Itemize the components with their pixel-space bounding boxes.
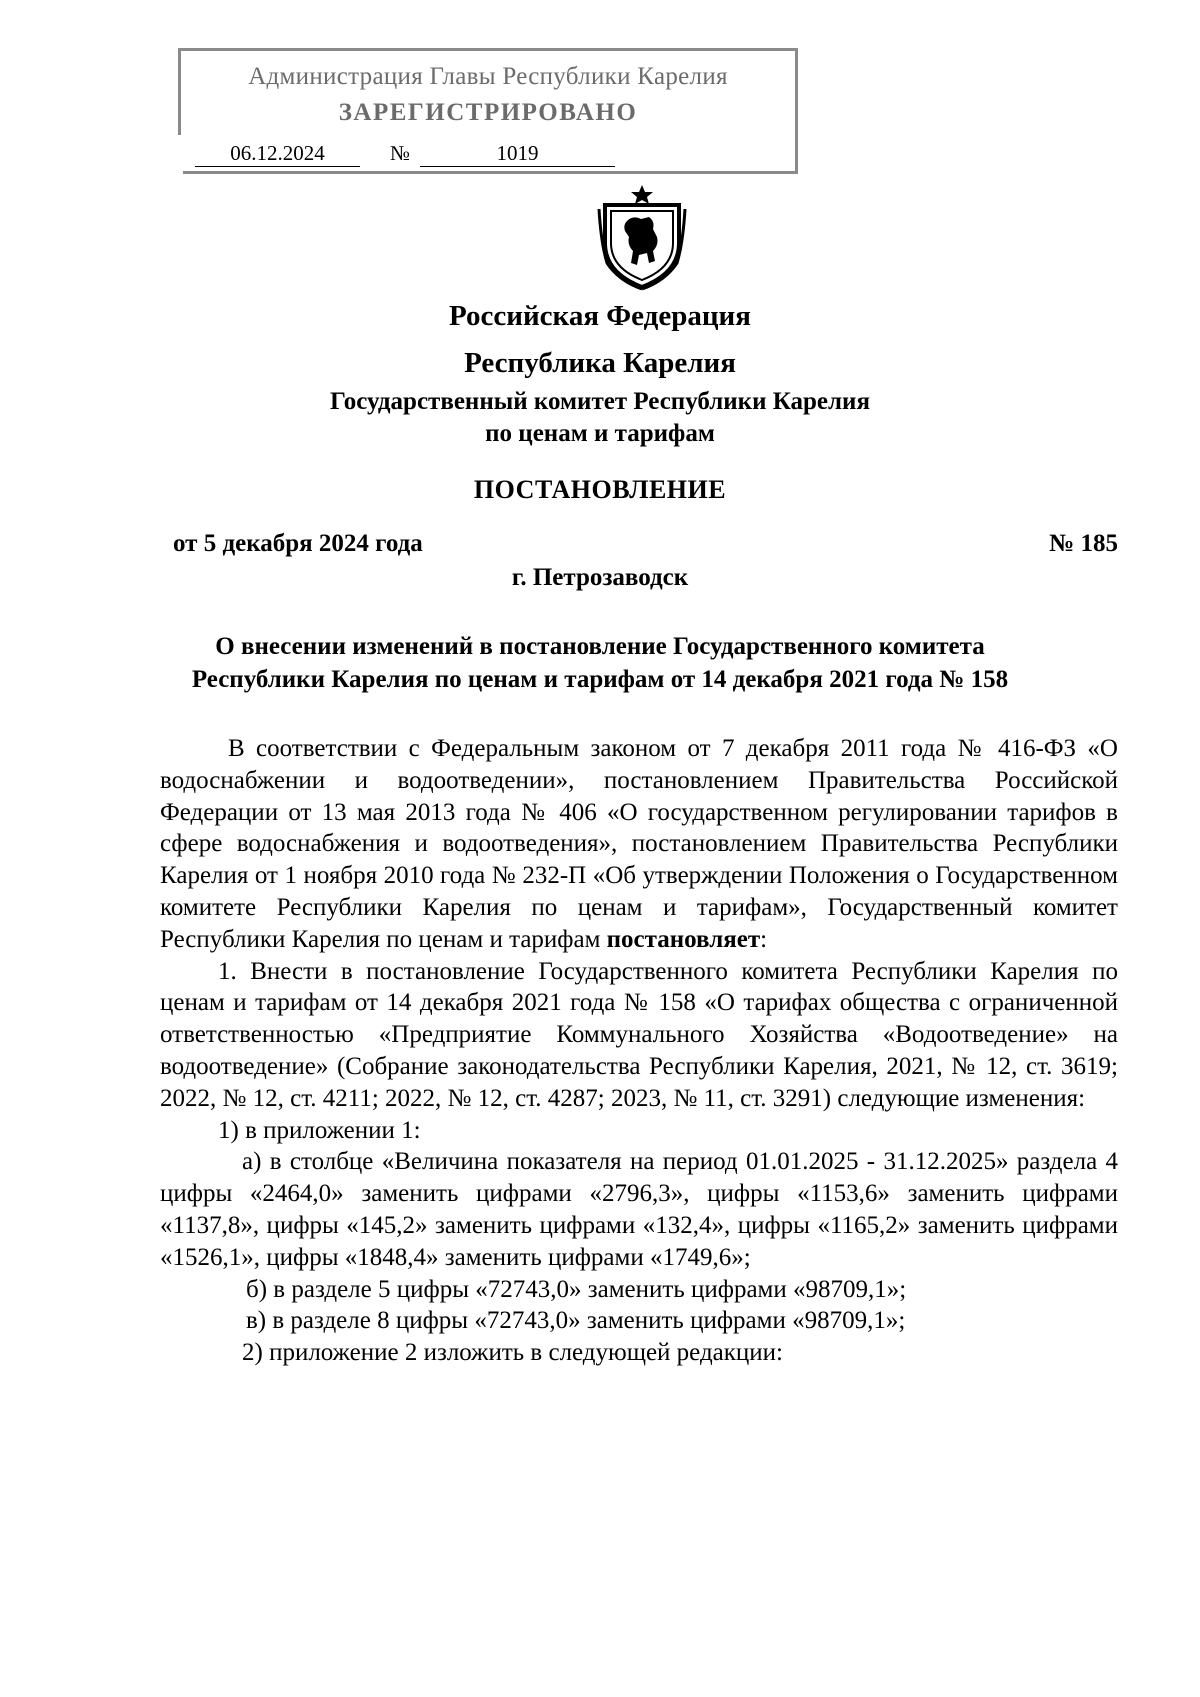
stamp-registration-line bbox=[195, 141, 775, 169]
subitem-1b: б) в разделе 5 цифры «72743,0» заменить цифрами «98709,1»; bbox=[246, 1275, 907, 1303]
preamble-bold: постановляет bbox=[606, 925, 761, 953]
doc-title-line1: О внесении изменений в постановление Государственного комитета bbox=[215, 633, 985, 660]
subitem-1a: а) в столбце «Величина показателя на период 01.01.2025 - 31.12.2025» раздела 4 цифры «2464,0» заменить цифрами «2796,3», цифры «1153,6» заменить цифрами «1137,8», цифры «145,2» заменить цифрами «132,4», цифры «1165,2» заменить цифрами «1526,1», цифры «1848,4» заменить цифрами «1749,6»; bbox=[160, 1148, 1118, 1271]
doc-title-line2: Республики Карелия по ценам и тарифам от 14 декабря 2021 года № 158 bbox=[191, 666, 1009, 693]
preamble-paragraph bbox=[160, 733, 1118, 956]
doc-title bbox=[0, 630, 1200, 696]
preamble-text: В соответствии с Федеральным законом от 7 декабря 2011 года № 416-ФЗ «О водоснабжении и водоотведении», постановлением Правительства Российской Федерации от 13 мая 2013 года № 406 «О государственном регулировании тарифов в сфере водоснабжения и водоотведения», постановлением Правительства Республики Карелия от 1 ноября 2010 года № 232-П «Об утверждении Положения о Государственном комитете Республики Карелия по ценам и тарифам», Государственный комитет Республики Карелия по ценам и тарифам bbox=[160, 735, 1118, 953]
header-country: Российская Федерация bbox=[449, 300, 751, 332]
stamp-date: 06.12.2024 bbox=[195, 141, 360, 167]
doc-type: ПОСТАНОВЛЕНИЕ bbox=[473, 475, 727, 504]
item-1: 1. Внести в постановление Государственного комитета Республики Карелия по ценам и тарифам от 14 декабря 2021 года № 158 «О тарифах общества с ограниченной ответственностью «Предприятие Коммунального Хозяйства «Водоотведение» на водоотведение» (Собрание законодательства Республики Карелия, 2021, № 12, ст. 3619; 2022, № 12, ст. 4211; 2022, № 12, ст. 4287; 2023, № 11, ст. 3291) следующие изменения: bbox=[160, 957, 1118, 1112]
doc-city: г. Петрозаводск bbox=[511, 564, 689, 591]
karelia-coat-of-arms-icon bbox=[597, 183, 687, 291]
preamble-end: : bbox=[760, 925, 768, 953]
header-republic: Республика Карелия bbox=[464, 347, 736, 379]
doc-date: от 5 декабря 2024 года bbox=[173, 530, 423, 557]
header-committee-line2: по ценам и тарифам bbox=[485, 420, 715, 447]
stamp-status: ЗАРЕГИСТРИРОВАНО bbox=[338, 99, 638, 126]
header-committee-line1: Государственный комитет Республики Карелия bbox=[330, 388, 870, 415]
stamp-gap bbox=[177, 135, 183, 175]
doc-body bbox=[160, 733, 1118, 1369]
stamp-number-label: № bbox=[390, 141, 411, 165]
subitem-1: 1) в приложении 1: bbox=[218, 1116, 421, 1144]
stamp-org: Администрация Главы Республики Карелия bbox=[248, 63, 728, 90]
doc-number: № 185 bbox=[1049, 530, 1118, 557]
subitem-2: 2) приложение 2 изложить в следующей редакции: bbox=[242, 1339, 783, 1367]
subitem-1c: в) в разделе 8 цифры «72743,0» заменить цифрами «98709,1»; bbox=[246, 1307, 906, 1335]
registration-stamp bbox=[178, 48, 798, 174]
stamp-number: 1019 bbox=[420, 141, 615, 167]
